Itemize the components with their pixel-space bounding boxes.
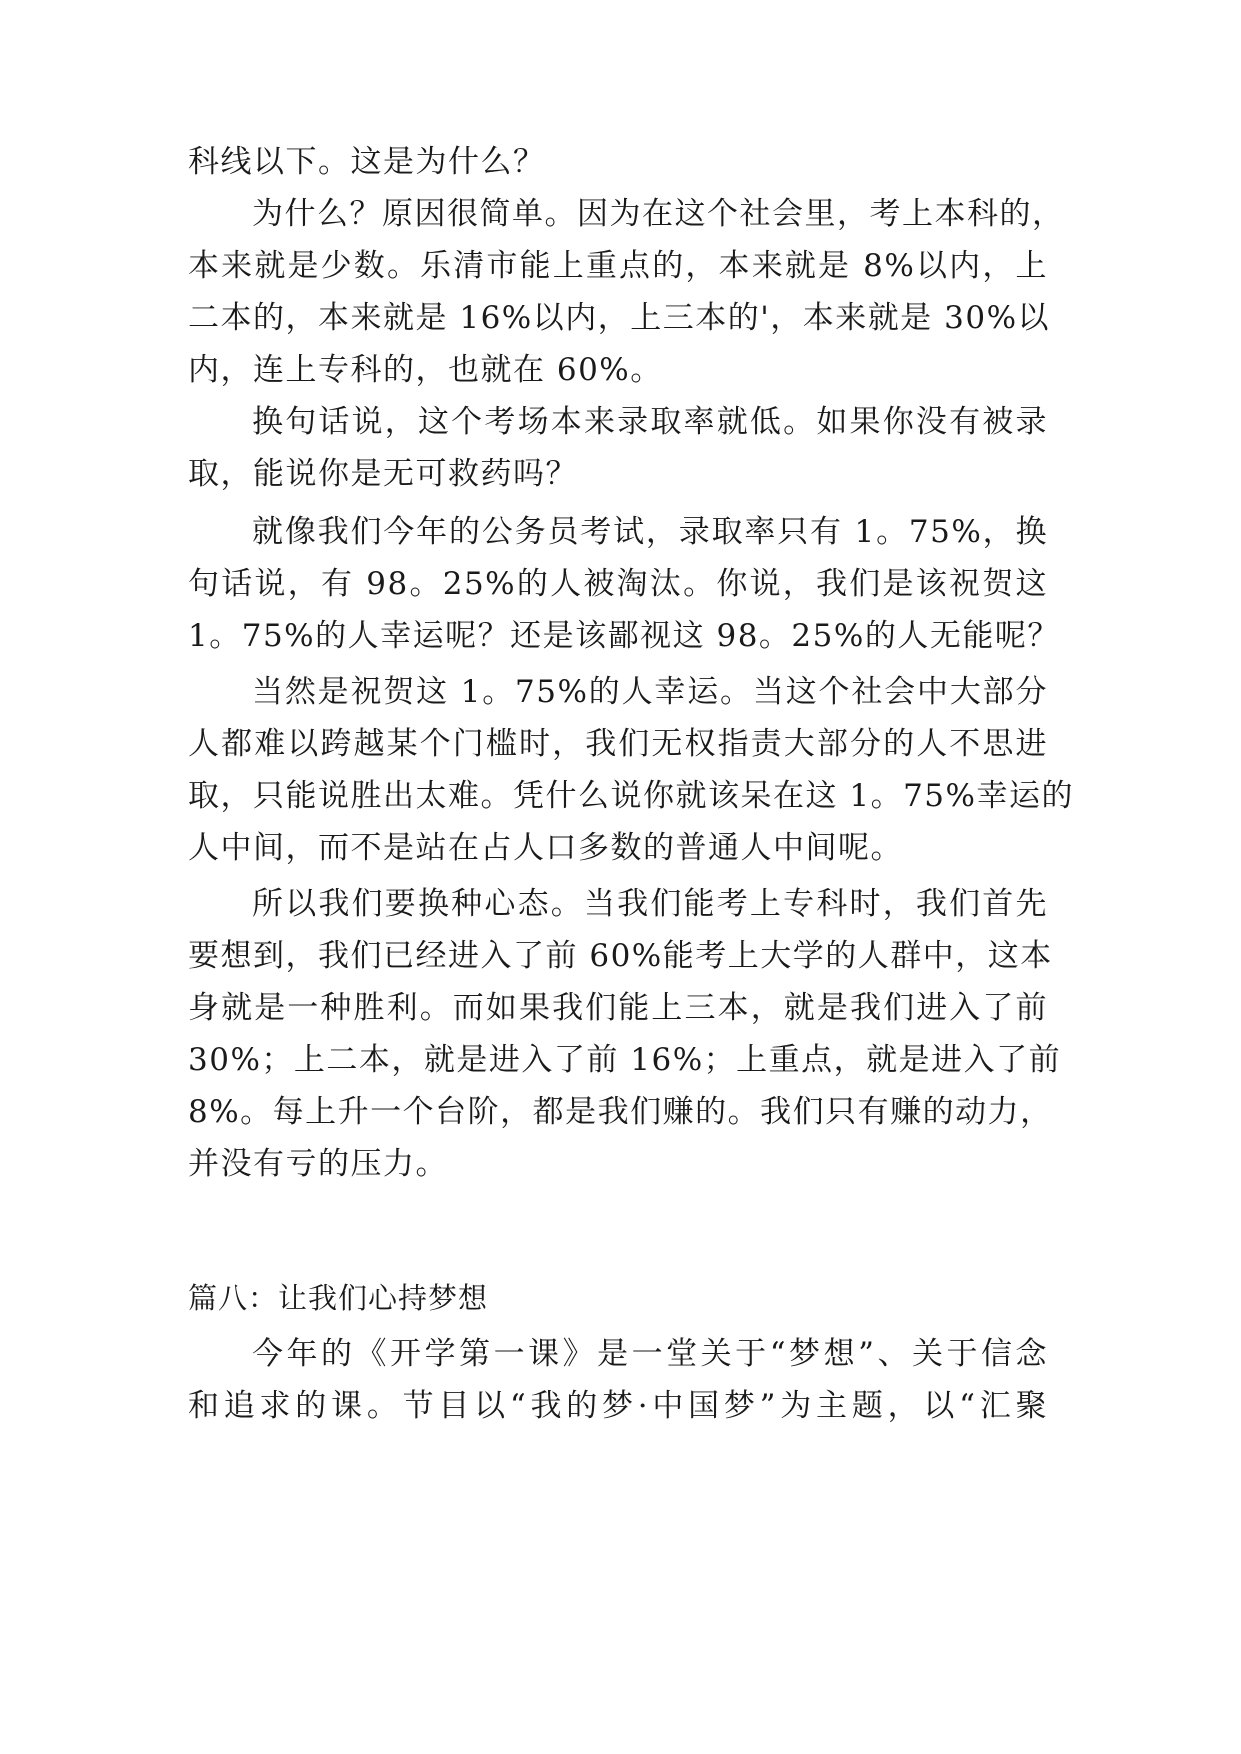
text-line: 句话说，有 98。25%的人被淘汰。你说，我们是该祝贺这	[188, 566, 1048, 602]
text-line: 科线以下。这是为什么？	[188, 144, 546, 180]
text-line: 身就是一种胜利。而如果我们能上三本，就是我们进入了前	[188, 990, 1048, 1026]
text-line: 内，连上专科的，也就在 60%。	[188, 352, 663, 388]
text-line: 今年的《开学第一课》是一堂关于“梦想”、关于信念	[252, 1336, 1048, 1372]
text-line: 就像我们今年的公务员考试，录取率只有 1。75%，换	[252, 514, 1048, 550]
text-line: 要想到，我们已经进入了前 60%能考上大学的人群中，这本	[188, 938, 1053, 974]
text-line: 人中间，而不是站在占人口多数的普通人中间呢。	[188, 830, 903, 866]
text-line: 换句话说，这个考场本来录取率就低。如果你没有被录	[252, 404, 1048, 440]
text-line: 当然是祝贺这 1。75%的人幸运。当这个社会中大部分	[252, 674, 1048, 710]
text-line: 人都难以跨越某个门槛时，我们无权指责大部分的人不思进	[188, 726, 1048, 762]
section-heading: 篇八：让我们心持梦想	[188, 1281, 489, 1315]
text-line: 二本的，本来就是 16%以内，上三本的'，本来就是 30%以	[188, 300, 1051, 336]
text-line: 8%。每上升一个台阶，都是我们赚的。我们只有赚的动力，	[188, 1094, 1053, 1130]
text-line: 并没有亏的压力。	[188, 1146, 448, 1182]
text-line: 1。75%的人幸运呢？还是该鄙视这 98。25%的人无能呢？	[188, 618, 1060, 654]
text-line: 和追求的课。节目以“我的梦·中国梦”为主题，以“汇聚	[188, 1388, 1048, 1424]
text-line: 所以我们要换种心态。当我们能考上专科时，我们首先	[252, 886, 1048, 922]
text-line: 为什么？原因很简单。因为在这个社会里，考上本科的，	[252, 196, 1065, 232]
text-line: 本来就是少数。乐清市能上重点的，本来就是 8%以内，上	[188, 248, 1048, 284]
text-line: 取，只能说胜出太难。凭什么说你就该呆在这 1。75%幸运的	[188, 778, 1074, 814]
text-line: 取，能说你是无可救药吗？	[188, 456, 578, 492]
text-line: 30%；上二本，就是进入了前 16%；上重点，就是进入了前	[188, 1042, 1062, 1078]
